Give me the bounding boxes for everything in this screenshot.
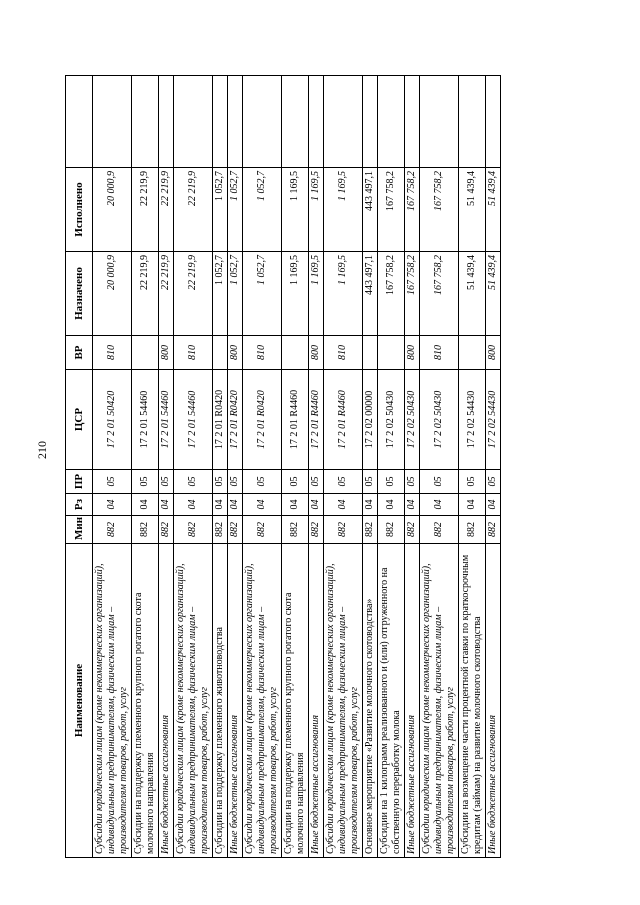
cell-csr: 17 2 01 50420: [93, 370, 132, 470]
cell-min: 882: [213, 516, 228, 544]
cell-pr: 05: [93, 470, 132, 494]
table-row: [159, 76, 174, 858]
header-executed: Исполнено: [66, 168, 93, 252]
page-number: 210: [35, 441, 49, 459]
cell-name: Субсидии на поддержку племенного животноводства: [213, 544, 228, 858]
cell-vr: 810: [174, 336, 213, 370]
cell-assigned: 1 052,7: [213, 252, 228, 336]
cell-blank: [324, 76, 363, 168]
cell-blank: [363, 76, 378, 168]
cell-executed: 22 219,9: [132, 168, 159, 252]
cell-blank: [420, 76, 459, 168]
cell-pr: 05: [459, 470, 486, 494]
header-vr: ВР: [66, 336, 93, 370]
cell-vr: 800: [159, 336, 174, 370]
cell-executed: 1 169,5: [309, 168, 324, 252]
table-row: [213, 76, 228, 858]
cell-blank: [243, 76, 282, 168]
cell-vr: [132, 336, 159, 370]
cell-pr: 05: [243, 470, 282, 494]
table-row: [132, 76, 159, 858]
cell-assigned: 22 219,9: [159, 252, 174, 336]
cell-name: Иные бюджетные ассигнования: [486, 544, 501, 858]
cell-min: 882: [459, 516, 486, 544]
cell-csr: 17 2 02 54430: [486, 370, 501, 470]
cell-executed: 1 052,7: [213, 168, 228, 252]
cell-executed: 1 052,7: [243, 168, 282, 252]
header-name: Наименование: [66, 544, 93, 858]
table-row: [282, 76, 309, 858]
cell-pr: 05: [420, 470, 459, 494]
table-row: [405, 76, 420, 858]
cell-name: Субсидии юридическим лицам (кроме некоммерческих организаций), индивидуальным предпринимателям, физическим лицам – производителям товаров, работ, услуг: [243, 544, 282, 858]
cell-name: Субсидии юридическим лицам (кроме некоммерческих организаций), индивидуальным предпринимателям, физическим лицам – производителям товаров, работ, услуг: [420, 544, 459, 858]
cell-min: 882: [420, 516, 459, 544]
cell-min: 882: [363, 516, 378, 544]
cell-vr: [363, 336, 378, 370]
cell-pr: 05: [309, 470, 324, 494]
cell-name: Основное мероприятие «Развитие молочного скотоводства»: [363, 544, 378, 858]
cell-vr: 800: [228, 336, 243, 370]
cell-min: 882: [309, 516, 324, 544]
cell-csr: 17 2 01 R4460: [309, 370, 324, 470]
cell-rz: 04: [93, 494, 132, 516]
cell-min: 882: [132, 516, 159, 544]
cell-blank: [228, 76, 243, 168]
cell-assigned: 167 758,2: [378, 252, 405, 336]
cell-rz: 04: [378, 494, 405, 516]
cell-min: 882: [243, 516, 282, 544]
header-assigned: Назначено: [66, 252, 93, 336]
cell-rz: 04: [243, 494, 282, 516]
cell-assigned: 1 169,5: [324, 252, 363, 336]
cell-csr: 17 2 01 R0420: [213, 370, 228, 470]
cell-blank: [405, 76, 420, 168]
cell-min: 882: [405, 516, 420, 544]
cell-vr: [282, 336, 309, 370]
cell-assigned: 22 219,9: [174, 252, 213, 336]
cell-executed: 1 052,7: [228, 168, 243, 252]
cell-executed: 167 758,2: [378, 168, 405, 252]
cell-blank: [93, 76, 132, 168]
cell-assigned: 1 169,5: [309, 252, 324, 336]
cell-pr: 05: [378, 470, 405, 494]
budget-table: [65, 75, 501, 858]
table-row: [486, 76, 501, 858]
cell-name: Субсидии на 1 килограмм реализованного и (или) отгруженного на собственную переработку молока: [378, 544, 405, 858]
cell-blank: [213, 76, 228, 168]
table-row: [363, 76, 378, 858]
header-csr: ЦСР: [66, 370, 93, 470]
cell-pr: 05: [213, 470, 228, 494]
cell-csr: 17 2 01 R4460: [282, 370, 309, 470]
table-row: [459, 76, 486, 858]
cell-vr: [378, 336, 405, 370]
cell-assigned: 22 219,9: [132, 252, 159, 336]
cell-executed: 443 497,1: [363, 168, 378, 252]
cell-vr: 800: [405, 336, 420, 370]
cell-rz: 04: [282, 494, 309, 516]
cell-csr: 17 2 02 50430: [378, 370, 405, 470]
cell-pr: 05: [324, 470, 363, 494]
table-row: [228, 76, 243, 858]
cell-min: 882: [324, 516, 363, 544]
table-body: [93, 76, 501, 858]
cell-executed: 51 439,4: [459, 168, 486, 252]
cell-csr: 17 2 02 50430: [405, 370, 420, 470]
cell-executed: 22 219,9: [174, 168, 213, 252]
cell-name: Субсидии юридическим лицам (кроме некоммерческих организаций), индивидуальным предпринимателям, физическим лицам – производителям товаров, работ, услуг: [324, 544, 363, 858]
table-row: [378, 76, 405, 858]
cell-pr: 05: [132, 470, 159, 494]
cell-min: 882: [93, 516, 132, 544]
cell-pr: 05: [486, 470, 501, 494]
cell-rz: 04: [228, 494, 243, 516]
cell-csr: 17 2 01 R0420: [228, 370, 243, 470]
cell-assigned: 51 439,4: [486, 252, 501, 336]
table-header-row: [66, 76, 93, 858]
cell-blank: [486, 76, 501, 168]
cell-rz: 04: [213, 494, 228, 516]
cell-blank: [159, 76, 174, 168]
cell-assigned: 20 000,9: [93, 252, 132, 336]
cell-assigned: 1 052,7: [243, 252, 282, 336]
cell-csr: 17 2 02 50430: [420, 370, 459, 470]
cell-assigned: 1 052,7: [228, 252, 243, 336]
cell-name: Субсидии на поддержку племенного крупного рогатого скота молочного направления: [132, 544, 159, 858]
cell-executed: 22 219,9: [159, 168, 174, 252]
cell-name: Субсидии на возмещение части процентной ставки по краткосрочным кредитам (займам) на развитие молочного скотоводства: [459, 544, 486, 858]
cell-min: 882: [486, 516, 501, 544]
cell-rz: 04: [420, 494, 459, 516]
cell-csr: 17 2 01 54460: [159, 370, 174, 470]
cell-name: Иные бюджетные ассигнования: [309, 544, 324, 858]
cell-assigned: 167 758,2: [405, 252, 420, 336]
cell-assigned: 167 758,2: [420, 252, 459, 336]
cell-executed: 20 000,9: [93, 168, 132, 252]
table-row: [309, 76, 324, 858]
cell-rz: 04: [324, 494, 363, 516]
cell-executed: 1 169,5: [324, 168, 363, 252]
header-min: Мин: [66, 516, 93, 544]
cell-rz: 04: [486, 494, 501, 516]
cell-executed: 1 169,5: [282, 168, 309, 252]
cell-min: 882: [174, 516, 213, 544]
cell-name: Иные бюджетные ассигнования: [405, 544, 420, 858]
cell-csr: 17 2 01 54460: [132, 370, 159, 470]
cell-vr: 810: [93, 336, 132, 370]
cell-vr: [459, 336, 486, 370]
cell-rz: 04: [459, 494, 486, 516]
cell-pr: 05: [159, 470, 174, 494]
cell-executed: 167 758,2: [405, 168, 420, 252]
cell-rz: 04: [405, 494, 420, 516]
cell-blank: [309, 76, 324, 168]
cell-pr: 05: [228, 470, 243, 494]
cell-pr: 05: [282, 470, 309, 494]
cell-csr: 17 2 02 00000: [363, 370, 378, 470]
cell-blank: [378, 76, 405, 168]
cell-blank: [174, 76, 213, 168]
cell-min: 882: [228, 516, 243, 544]
cell-vr: 800: [486, 336, 501, 370]
cell-rz: 04: [159, 494, 174, 516]
table-row: [93, 76, 132, 858]
cell-vr: 810: [243, 336, 282, 370]
table-row: [243, 76, 282, 858]
table-row: [174, 76, 213, 858]
cell-vr: 800: [309, 336, 324, 370]
cell-blank: [132, 76, 159, 168]
cell-name: Иные бюджетные ассигнования: [228, 544, 243, 858]
cell-rz: 04: [309, 494, 324, 516]
cell-assigned: 443 497,1: [363, 252, 378, 336]
cell-csr: 17 2 01 R4460: [324, 370, 363, 470]
cell-name: Субсидии на поддержку племенного крупного рогатого скота молочного направления: [282, 544, 309, 858]
cell-vr: [213, 336, 228, 370]
cell-rz: 04: [132, 494, 159, 516]
cell-executed: 167 758,2: [420, 168, 459, 252]
table-row: [420, 76, 459, 858]
cell-blank: [282, 76, 309, 168]
cell-assigned: 1 169,5: [282, 252, 309, 336]
cell-min: 882: [159, 516, 174, 544]
cell-name: Иные бюджетные ассигнования: [159, 544, 174, 858]
cell-csr: 17 2 01 54460: [174, 370, 213, 470]
cell-rz: 04: [363, 494, 378, 516]
cell-csr: 17 2 01 R0420: [243, 370, 282, 470]
cell-assigned: 51 439,4: [459, 252, 486, 336]
blank-column: [66, 76, 93, 168]
cell-pr: 05: [174, 470, 213, 494]
cell-min: 882: [282, 516, 309, 544]
table-row: [324, 76, 363, 858]
cell-pr: 05: [363, 470, 378, 494]
cell-name: Субсидии юридическим лицам (кроме некоммерческих организаций), индивидуальным предпринимателям, физическим лицам – производителям товаров, работ, услуг: [174, 544, 213, 858]
header-pr: ПР: [66, 470, 93, 494]
cell-csr: 17 2 02 54430: [459, 370, 486, 470]
cell-blank: [459, 76, 486, 168]
cell-name: Субсидии юридическим лицам (кроме некоммерческих организаций), индивидуальным предпринимателям, физическим лицам – производителям товаров, работ, услуг: [93, 544, 132, 858]
header-rz: Рз: [66, 494, 93, 516]
cell-rz: 04: [174, 494, 213, 516]
cell-executed: 51 439,4: [486, 168, 501, 252]
cell-vr: 810: [324, 336, 363, 370]
rotated-page-content: [65, 76, 573, 858]
cell-min: 882: [378, 516, 405, 544]
cell-vr: 810: [420, 336, 459, 370]
cell-pr: 05: [405, 470, 420, 494]
